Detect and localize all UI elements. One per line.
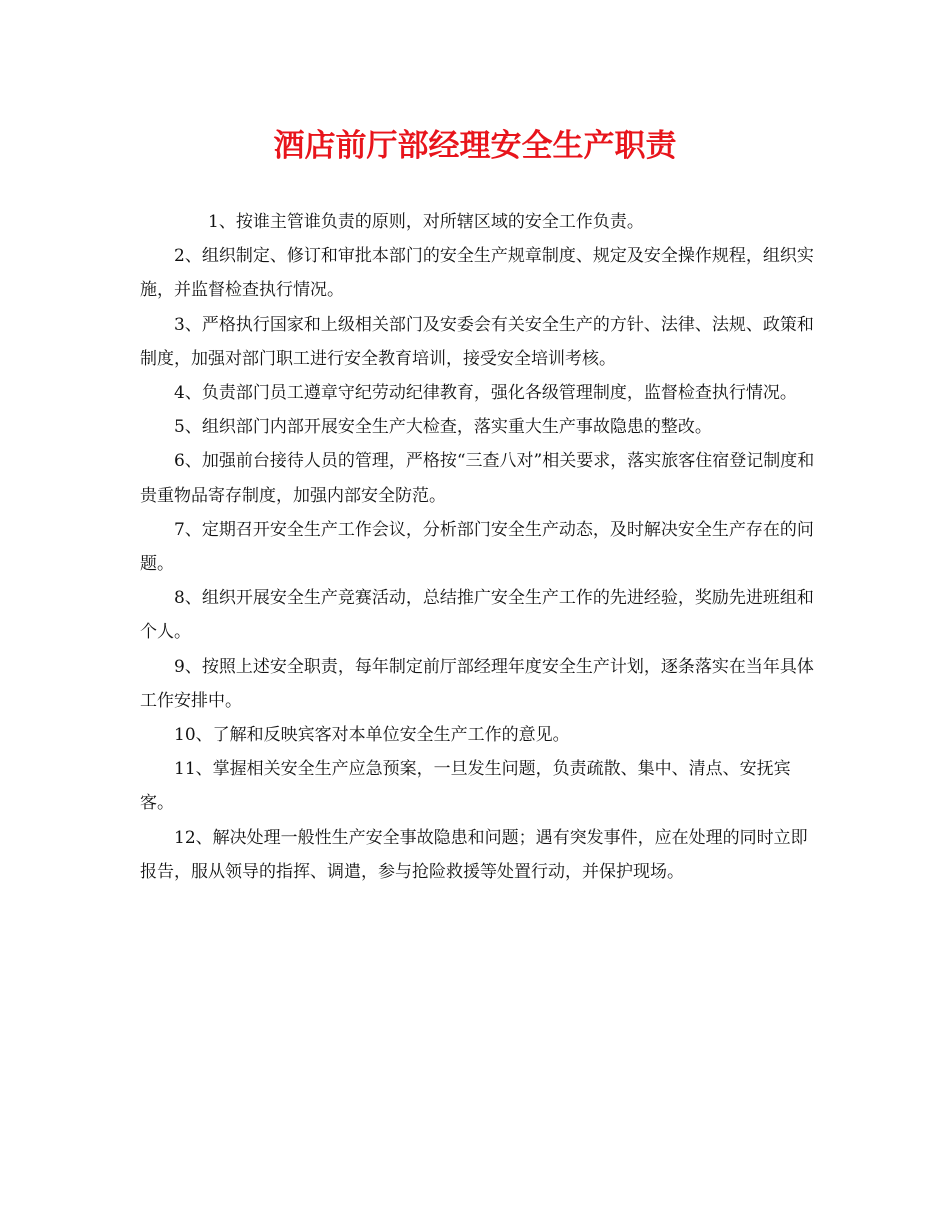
document-body xyxy=(140,205,816,889)
duty-item-7: 7、定期召开安全生产工作会议，分析部门安全生产动态，及时解决安全生产存在的问题。 xyxy=(140,519,814,575)
duty-item-11: 11、掌握相关安全生产应急预案，一旦发生问题，负责疏散、集中、清点、安抚宾客。 xyxy=(140,759,791,814)
duty-item-3: 3、严格执行国家和上级相关部门及安委会有关安全生产的方针、法律、法规、政策和制度，加强对部门职工进行安全教育培训，接受安全培训考核。 xyxy=(140,314,814,369)
duty-item-6: 6、加强前台接待人员的管理，严格按“三查八对”相关要求，落实旅客住宿登记制度和贵重物品寄存制度，加强内部安全防范。 xyxy=(140,451,815,506)
duty-item-1: 1、按谁主管谁负责的原则，对所辖区域的安全工作负责。 xyxy=(208,212,644,232)
duty-item-5: 5、组织部门内部开展安全生产大检查，落实重大生产事故隐患的整改。 xyxy=(174,417,712,438)
duty-item-10: 10、了解和反映宾客对本单位安全生产工作的意见。 xyxy=(174,725,570,746)
duty-item-8: 8、组织开展安全生产竞赛活动，总结推广安全生产工作的先进经验，奖励先进班组和个人。 xyxy=(140,588,814,643)
duty-item-2: 2、组织制定、修订和审批本部门的安全生产规章制度、规定及安全操作规程，组织实施，并监督检查执行情况。 xyxy=(140,246,814,301)
duty-item-9: 9、按照上述安全职责，每年制定前厅部经理年度安全生产计划，逐条落实在当年具体工作安排中。 xyxy=(140,656,814,711)
document-title: 酒店前厅部经理安全生产职责 xyxy=(273,128,677,164)
duty-item-12: 12、解决处理一般性生产安全事故隐患和问题；遇有突发事件，应在处理的同时立即报告，服从领导的指挥、调遣，参与抢险救援等处置行动，并保护现场。 xyxy=(140,827,808,882)
duty-item-4: 4、负责部门员工遵章守纪劳动纪律教育，强化各级管理制度，监督检查执行情况。 xyxy=(174,383,797,404)
